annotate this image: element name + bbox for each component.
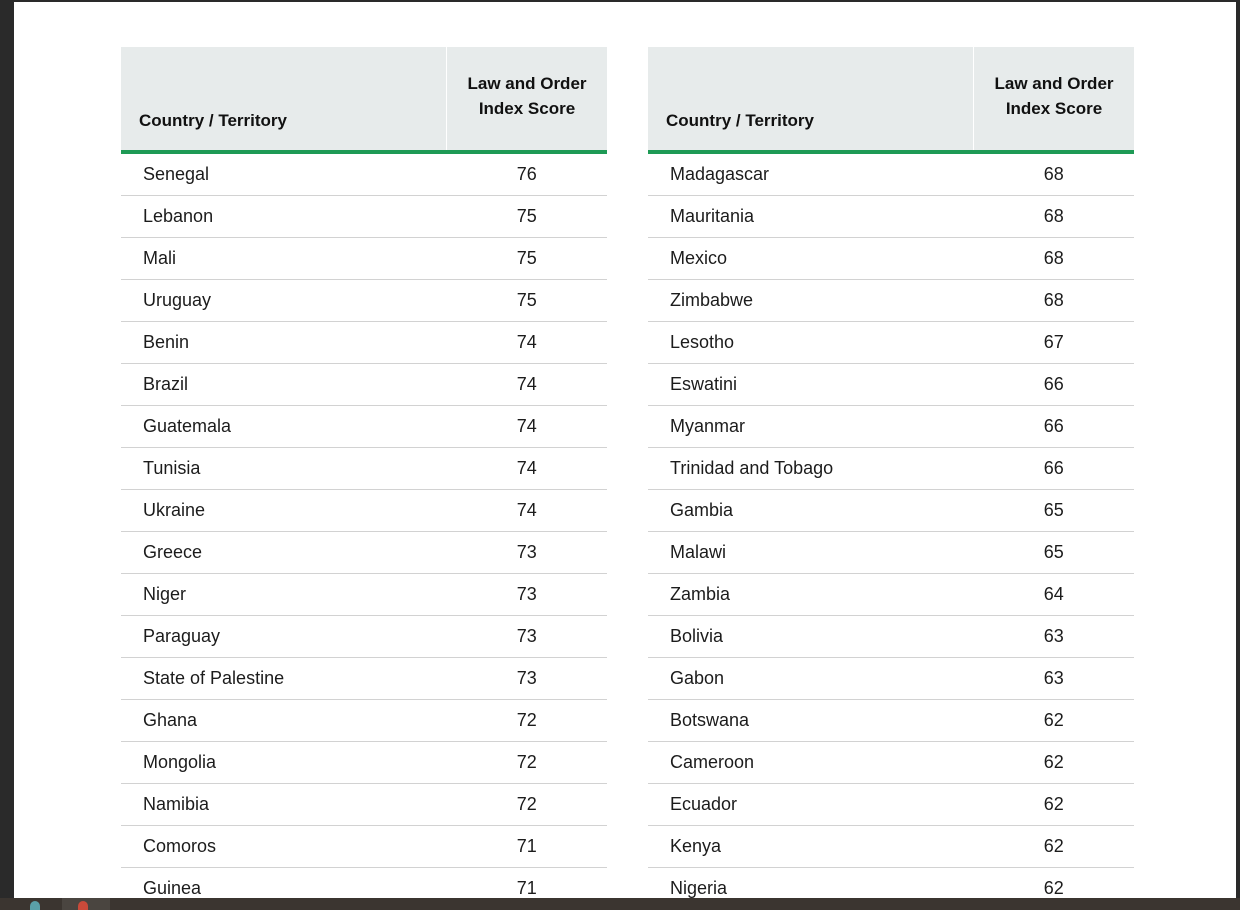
score-cell: 72 <box>447 700 608 742</box>
score-cell: 75 <box>447 238 608 280</box>
score-cell: 62 <box>974 826 1135 868</box>
country-cell: Brazil <box>121 364 447 406</box>
score-cell: 71 <box>447 868 608 910</box>
score-header-line-1: Law and Order <box>994 73 1114 93</box>
country-cell: Trinidad and Tobago <box>648 448 974 490</box>
score-cell: 64 <box>974 574 1135 616</box>
score-cell: 65 <box>974 490 1135 532</box>
table-row <box>121 364 607 406</box>
country-cell: Zimbabwe <box>648 280 974 322</box>
score-cell: 74 <box>447 322 608 364</box>
country-cell: Zambia <box>648 574 974 616</box>
table-row <box>648 196 1134 238</box>
score-column-header <box>447 47 608 152</box>
country-cell: Mexico <box>648 238 974 280</box>
table-row <box>121 616 607 658</box>
score-cell: 66 <box>974 406 1135 448</box>
country-cell: Mongolia <box>121 742 447 784</box>
country-cell: Senegal <box>121 152 447 196</box>
country-cell: Lesotho <box>648 322 974 364</box>
score-cell: 74 <box>447 406 608 448</box>
score-cell: 73 <box>447 574 608 616</box>
table-header-row <box>648 47 1134 152</box>
table-row <box>648 658 1134 700</box>
score-cell: 62 <box>974 700 1135 742</box>
score-cell: 63 <box>974 616 1135 658</box>
country-column-header: Country / Territory <box>121 47 447 152</box>
country-cell: Mauritania <box>648 196 974 238</box>
score-cell: 72 <box>447 784 608 826</box>
score-column-header <box>974 47 1135 152</box>
score-cell: 75 <box>447 196 608 238</box>
table-row <box>121 196 607 238</box>
table-row <box>121 406 607 448</box>
table-row <box>121 238 607 280</box>
score-cell: 63 <box>974 658 1135 700</box>
score-cell: 76 <box>447 152 608 196</box>
right-score-table <box>648 47 1134 910</box>
table-row <box>648 490 1134 532</box>
score-cell: 65 <box>974 532 1135 574</box>
country-cell: Namibia <box>121 784 447 826</box>
country-cell: Comoros <box>121 826 447 868</box>
table-row <box>648 152 1134 196</box>
country-cell: Ghana <box>121 700 447 742</box>
score-cell: 72 <box>447 742 608 784</box>
score-cell: 68 <box>974 196 1135 238</box>
table-row <box>648 532 1134 574</box>
country-cell: Paraguay <box>121 616 447 658</box>
table-row <box>648 364 1134 406</box>
score-cell: 62 <box>974 868 1135 910</box>
country-cell: Mali <box>121 238 447 280</box>
taskbar <box>0 898 1240 910</box>
country-column-header: Country / Territory <box>648 47 974 152</box>
country-cell: Tunisia <box>121 448 447 490</box>
table-header-row <box>121 47 607 152</box>
document-page <box>14 2 1236 898</box>
score-cell: 73 <box>447 532 608 574</box>
score-header-line-2: Index Score <box>1005 98 1103 118</box>
country-cell: Gabon <box>648 658 974 700</box>
country-cell: Gambia <box>648 490 974 532</box>
country-cell: Bolivia <box>648 616 974 658</box>
country-cell: Kenya <box>648 826 974 868</box>
country-cell: Benin <box>121 322 447 364</box>
table-row <box>121 826 607 868</box>
left-table-body <box>121 152 607 910</box>
country-cell: Lebanon <box>121 196 447 238</box>
score-cell: 74 <box>447 490 608 532</box>
score-cell: 73 <box>447 658 608 700</box>
score-cell: 71 <box>447 826 608 868</box>
table-row <box>648 784 1134 826</box>
score-cell: 62 <box>974 742 1135 784</box>
table-row <box>121 574 607 616</box>
table-row <box>648 238 1134 280</box>
country-cell: Guinea <box>121 868 447 910</box>
table-row <box>648 826 1134 868</box>
table-row <box>121 280 607 322</box>
score-cell: 68 <box>974 280 1135 322</box>
score-header-line-2: Index Score <box>478 98 576 118</box>
country-cell: Greece <box>121 532 447 574</box>
score-cell: 68 <box>974 238 1135 280</box>
app-icon[interactable] <box>30 901 40 910</box>
score-cell: 62 <box>974 784 1135 826</box>
table-row <box>648 448 1134 490</box>
score-cell: 75 <box>447 280 608 322</box>
table-row <box>121 742 607 784</box>
country-cell: Myanmar <box>648 406 974 448</box>
score-cell: 74 <box>447 364 608 406</box>
country-cell: Niger <box>121 574 447 616</box>
table-row <box>648 742 1134 784</box>
table-row <box>648 574 1134 616</box>
table-row <box>648 322 1134 364</box>
table-row <box>121 152 607 196</box>
country-cell: Botswana <box>648 700 974 742</box>
country-cell: Uruguay <box>121 280 447 322</box>
table-row <box>121 490 607 532</box>
country-cell: Cameroon <box>648 742 974 784</box>
country-cell: Eswatini <box>648 364 974 406</box>
table-row <box>648 406 1134 448</box>
score-cell: 67 <box>974 322 1135 364</box>
left-score-table <box>121 47 607 910</box>
table-row <box>648 616 1134 658</box>
country-cell: Malawi <box>648 532 974 574</box>
table-row <box>121 448 607 490</box>
browser-icon[interactable] <box>78 901 88 910</box>
country-cell: Madagascar <box>648 152 974 196</box>
country-cell: Guatemala <box>121 406 447 448</box>
score-cell: 66 <box>974 364 1135 406</box>
table-row <box>648 280 1134 322</box>
score-header-line-1: Law and Order <box>467 73 587 93</box>
country-cell: State of Palestine <box>121 658 447 700</box>
country-cell: Nigeria <box>648 868 974 910</box>
table-row <box>121 784 607 826</box>
score-cell: 66 <box>974 448 1135 490</box>
country-cell: Ecuador <box>648 784 974 826</box>
table-row <box>121 700 607 742</box>
right-table-body <box>648 152 1134 910</box>
score-cell: 68 <box>974 152 1135 196</box>
table-row <box>121 658 607 700</box>
score-cell: 74 <box>447 448 608 490</box>
country-cell: Ukraine <box>121 490 447 532</box>
table-row <box>648 700 1134 742</box>
table-row <box>121 532 607 574</box>
table-row <box>121 322 607 364</box>
score-cell: 73 <box>447 616 608 658</box>
